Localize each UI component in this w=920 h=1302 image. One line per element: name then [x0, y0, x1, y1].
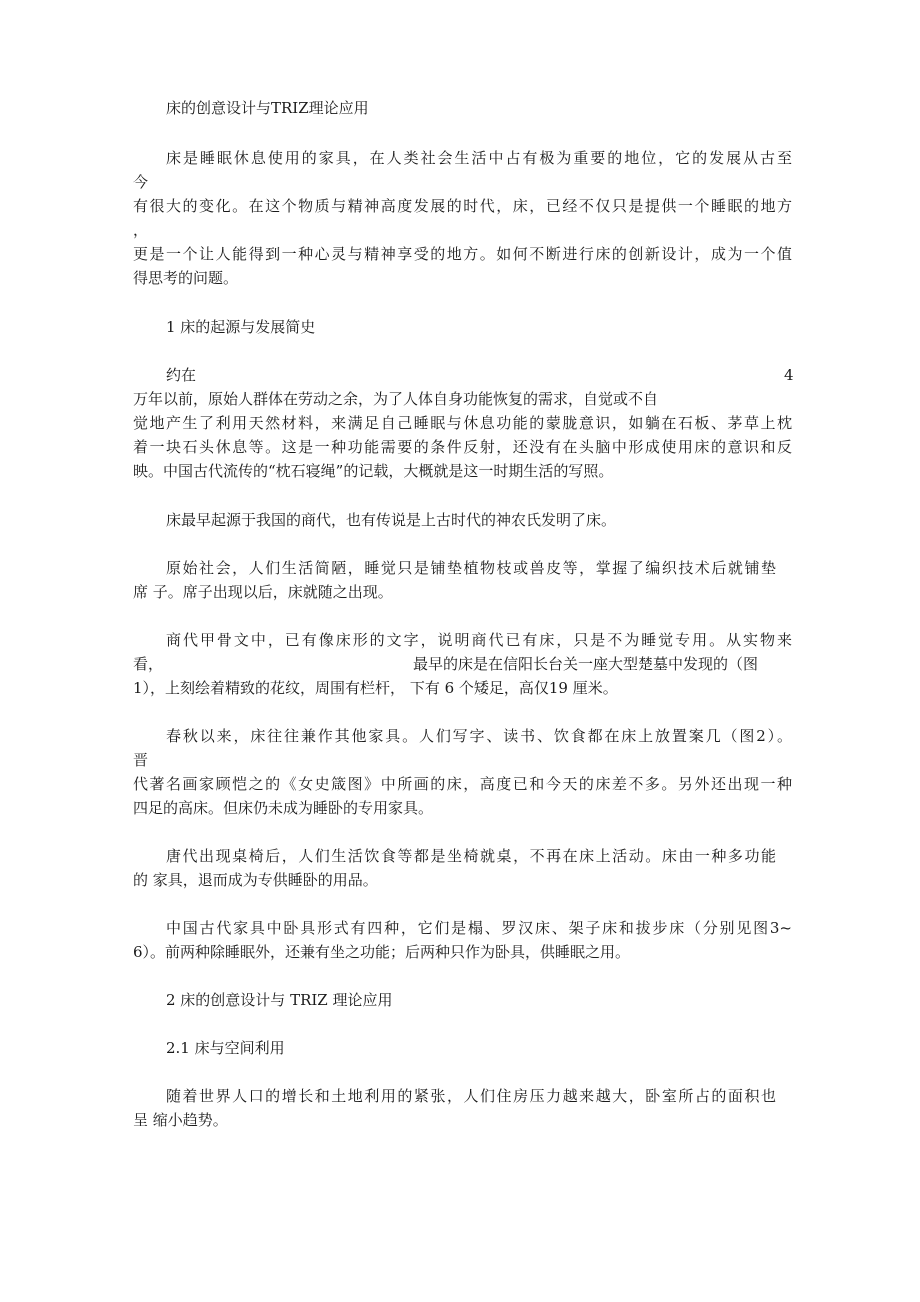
intro-line: ， — [133, 221, 149, 239]
paragraph-line: 映。中国古代流传的“枕石寝绳”的记载，大概就是这一时期生活的写照。 — [133, 462, 614, 480]
intro-line: 更是一个让人能得到一种心灵与精神享受的地方。如何不断进行床的创新设计，成为一个值 — [133, 245, 792, 263]
paragraph-line: 着一块石头休息等。这是一种功能需要的条件反射，还没有在头脑中形成使用床的意识和反 — [133, 438, 792, 456]
paragraph-line: 万年以前，原始人群体在劳动之余，为了人体自身功能恢复的需求，自觉或不自 — [133, 390, 659, 408]
paragraph-line: 中国古代家具中卧具形式有四种，它们是榻、罗汉床、架子床和拔步床（分别见图3~ — [166, 919, 792, 937]
paragraph-text: 最早的床是在信阳长台关一座大型楚墓中发现的（图 — [413, 655, 759, 673]
paragraph-text: 4 — [784, 366, 794, 384]
paragraph-line: 1），上刻绘着精致的花纹，周围有栏杆， 下有 6 个矮足，高仅19 厘米。 — [133, 679, 618, 697]
paragraph-line: 原始社会，人们生活简陋，睡觉只是铺垫植物枝或兽皮等，掌握了编织技术后就铺垫 — [166, 559, 776, 577]
intro-line: 得思考的问题。 — [133, 269, 239, 287]
intro-line: 床是睡眠休息使用的家具，在人类社会生活中占有极为重要的地位，它的发展从古至 — [166, 149, 792, 167]
paragraph-line: 的 家具，退而成为专供睡卧的用品。 — [133, 871, 378, 889]
document-title: 床的创意设计与TRIZ理论应用 — [166, 99, 369, 117]
subsection-heading: 2.1 床与空间利用 — [166, 1039, 285, 1057]
intro-line: 有很大的变化。在这个物质与精神高度发展的时代，床，已经不仅只是提供一个睡眠的地方 — [133, 197, 792, 215]
paragraph-line: 6）。前两种除睡眠外，还兼有坐之功能；后两种只作为卧具，供睡眠之用。 — [133, 943, 631, 961]
intro-line: 今 — [133, 173, 149, 191]
paragraph-line: 觉地产生了利用天然材料，来满足自己睡眠与休息功能的蒙胧意识，如躺在石板、茅草上枕 — [133, 414, 792, 432]
paragraph-line: 床最早起源于我国的商代，也有传说是上古时代的神农氏发明了床。 — [166, 511, 617, 529]
paragraph-line: 春秋以来，床往往兼作其他家具。人们写字、读书、饮食都在床上放置案几（图2）。 — [166, 727, 792, 745]
paragraph-line: 随着世界人口的增长和土地利用的紧张，人们住房压力越来越大，卧室所占的面积也 — [166, 1087, 776, 1105]
paragraph-line: 代著名画家顾恺之的《女史箴图》中所画的床，高度已和今天的床差不多。另外还出现一种 — [133, 775, 792, 793]
paragraph-line: 晋 — [133, 751, 149, 769]
paragraph-line: 商代甲骨文中，已有像床形的文字，说明商代已有床，只是不为睡觉专用。从实物来 — [166, 631, 792, 649]
paragraph-text: 看， — [133, 655, 164, 673]
paragraph-line: 四足的高床。但床仍未成为睡卧的专用家具。 — [133, 799, 434, 817]
section-heading: 1 床的起源与发展简史 — [166, 318, 316, 336]
paragraph-text: 约在 — [166, 366, 197, 384]
paragraph-line: 席 子。席子出现以后，床就随之出现。 — [133, 583, 393, 601]
paragraph-line: 呈 缩小趋势。 — [133, 1111, 228, 1129]
paragraph-line: 唐代出现桌椅后，人们生活饮食等都是坐椅就桌，不再在床上活动。床由一种多功能 — [166, 847, 776, 865]
section-heading: 2 床的创意设计与 TRIZ 理论应用 — [166, 991, 393, 1009]
